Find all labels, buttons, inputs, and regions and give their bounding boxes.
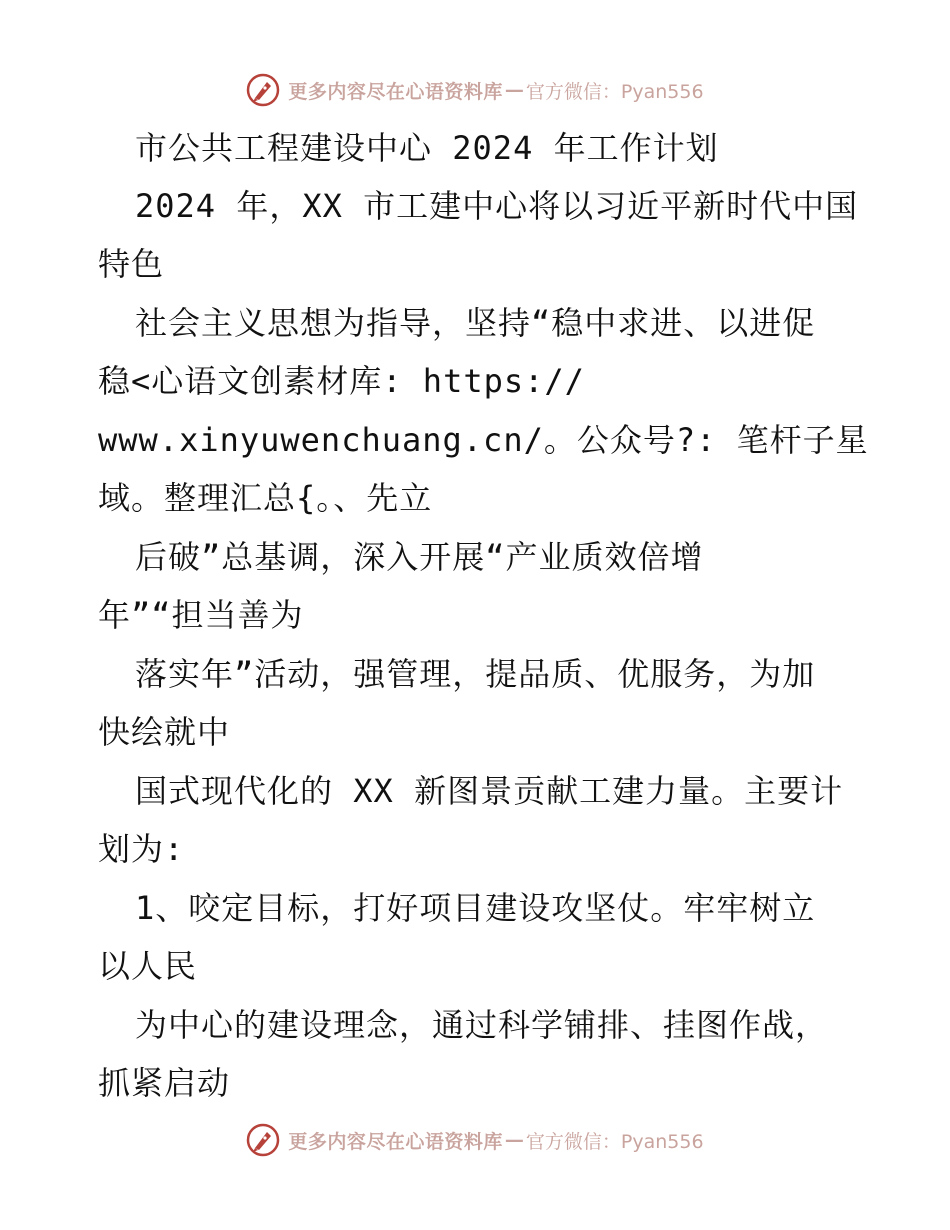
paragraph-line: 划为:	[98, 830, 185, 868]
paragraph-line: 特色	[98, 245, 165, 283]
paragraph-line: 1、咬定目标，打好项目建设攻坚仗。牢牢树立	[135, 889, 816, 927]
banner-separator: —	[504, 79, 524, 101]
banner-wechat: 官方微信：Pyan556	[525, 1130, 704, 1153]
paragraph-line: www.xinyuwenchuang.cn/。公众号?: 笔杆子星	[98, 421, 869, 459]
paragraph-line: 稳<心语文创素材库: https://	[98, 362, 585, 400]
paragraph-line: 快绘就中	[98, 713, 231, 751]
paragraph-line: 社会主义思想为指导，坚持“稳中求进、以进促	[135, 304, 816, 342]
banner-text: 更多内容尽在心语资料库	[288, 80, 503, 103]
paragraph-line: 抓紧启动	[98, 1064, 231, 1102]
document-title: 市公共工程建设中心 2024 年工作计划	[135, 129, 719, 167]
footer-watermark-banner	[0, 1120, 950, 1160]
banner-text: 更多内容尽在心语资料库	[288, 1130, 503, 1153]
paragraph-line: 以人民	[98, 947, 198, 985]
paragraph-line: 为中心的建设理念，通过科学铺排、挂图作战，	[135, 1006, 829, 1044]
banner-wechat: 官方微信：Pyan556	[525, 80, 704, 103]
pen-nib-logo-icon	[246, 1123, 280, 1157]
paragraph-line: 国式现代化的 XX 新图景贡献工建力量。主要计	[135, 772, 844, 810]
banner-separator: —	[504, 1129, 524, 1151]
paragraph-line: 后破”总基调，深入开展“产业质效倍增	[135, 538, 704, 576]
paragraph-line: 域。整理汇总{。、先立	[98, 479, 433, 517]
paragraph-line: 落实年”活动，强管理，提品质、优服务，为加	[135, 655, 816, 693]
paragraph-line: 2024 年，XX 市工建中心将以习近平新时代中国	[135, 187, 859, 225]
paragraph-line: 年”“担当善为	[98, 596, 304, 634]
